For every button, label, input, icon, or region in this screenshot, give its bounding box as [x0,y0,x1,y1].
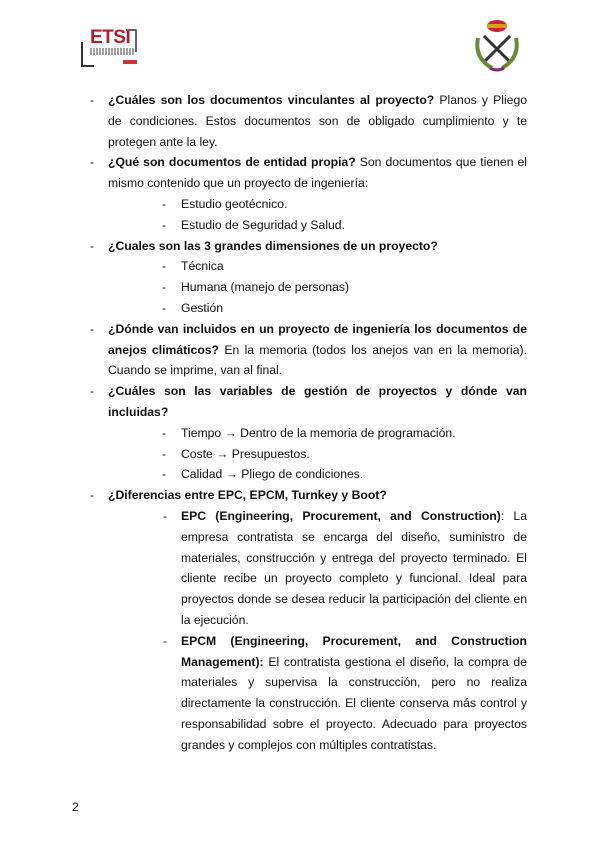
question-text: ¿Cuales son las 3 grandes dimensiones de un proyecto? [108,238,438,253]
sub-item-text: Estudio geotécnico. [181,196,288,211]
sub-item-text: Humana (manejo de personas) [181,280,350,295]
bullet-dash: - [90,155,95,170]
bullet-dash: - [163,508,168,523]
nested-list-item [90,506,527,631]
question-text: ¿Cuáles son las variables de gestión de proyectos y dónde van incluidas? [108,384,527,419]
sub-list-item [90,444,527,465]
sub-list-item [90,298,527,319]
answer-text: Son documentos que tienen el mismo contenido que un proyecto de ingeniería: [108,155,527,191]
bullet-dash: - [90,93,95,107]
list-item [90,90,527,152]
crest-emblem [472,18,522,73]
sub-item-text: Calidad → Pliego de condiciones. [181,467,364,482]
bullet-dash: - [162,446,167,461]
question-text: ¿Diferencias entre EPC, EPCM, Turnkey y Boot? [108,488,387,503]
sub-list-item [90,277,527,298]
bullet-dash: - [90,488,95,503]
sub-list-item [90,256,527,277]
definition-text: El contratista gestiona el diseño, la compra de materiales y supervisa la construcción, pero no realiza directamente la construcción. El cliente conserva más control y responsabilidad sobre el proyecto. Adecuado para proyectos grandes y complejos con múltiples contratistas. [181,654,527,752]
bullet-dash: - [162,280,167,295]
sub-list-item [90,464,527,485]
sub-item-text: Coste → Presupuestos. [181,446,310,461]
question-text: ¿Cuáles son los documentos vinculantes al proyecto? [108,93,435,107]
list-item [90,236,527,257]
bullet-dash: - [162,467,167,482]
sub-item-text: Gestión [181,300,224,315]
etsi-logo [80,28,140,68]
bullet-dash: - [90,321,95,336]
bullet-dash: - [163,633,168,648]
bullet-dash: - [90,238,95,253]
sub-item-text: Estudio de Seguridad y Salud. [181,217,345,232]
bullet-dash: - [162,425,167,440]
term-text: EPCM (Engineering, Procurement, and Construction Management): [181,633,527,669]
page-number: 2 [72,800,79,814]
term-text: EPC (Engineering, Procurement, and Construction) [181,508,501,523]
bullet-dash: - [162,196,167,211]
bullet-dash: - [162,259,167,274]
definition-text: : La empresa contratista se encarga del diseño, suministro de materiales, construcción y entrega del proyecto terminado. El cliente recibe un proyecto completo y funcional. Ideal para proyectos donde se desea reducir la participación del cliente en la ejecución. [181,508,527,627]
list-item [90,319,527,381]
sub-item-text: Técnica [181,259,224,274]
sub-list-item [90,215,527,236]
sub-list-item [90,423,527,444]
sub-item-text: Tiempo → Dentro de la memoria de programación. [181,425,456,440]
question-text: ¿Qué son documentos de entidad propia? [108,155,356,170]
list-item [90,152,527,194]
list-item [90,485,527,506]
logo-text: ETSI [90,27,131,48]
nested-list-item [90,631,527,756]
answer-text: En la memoria (todos los anejos van en la memoria). Cuando se imprime, van al final. [108,342,527,378]
sub-list-item [90,194,527,215]
question-text: ¿Dónde van incluidos en un proyecto de ingeniería los documentos de anejos climáticos? [108,321,527,357]
answer-text: Planos y Pliego de condiciones. Estos documentos son de obligado cumplimiento y te protegen ante la ley. [108,93,527,149]
bullet-dash: - [162,217,167,232]
document-body [90,90,527,756]
list-item [90,381,527,423]
bullet-dash: - [162,300,167,315]
bullet-dash: - [90,384,95,399]
